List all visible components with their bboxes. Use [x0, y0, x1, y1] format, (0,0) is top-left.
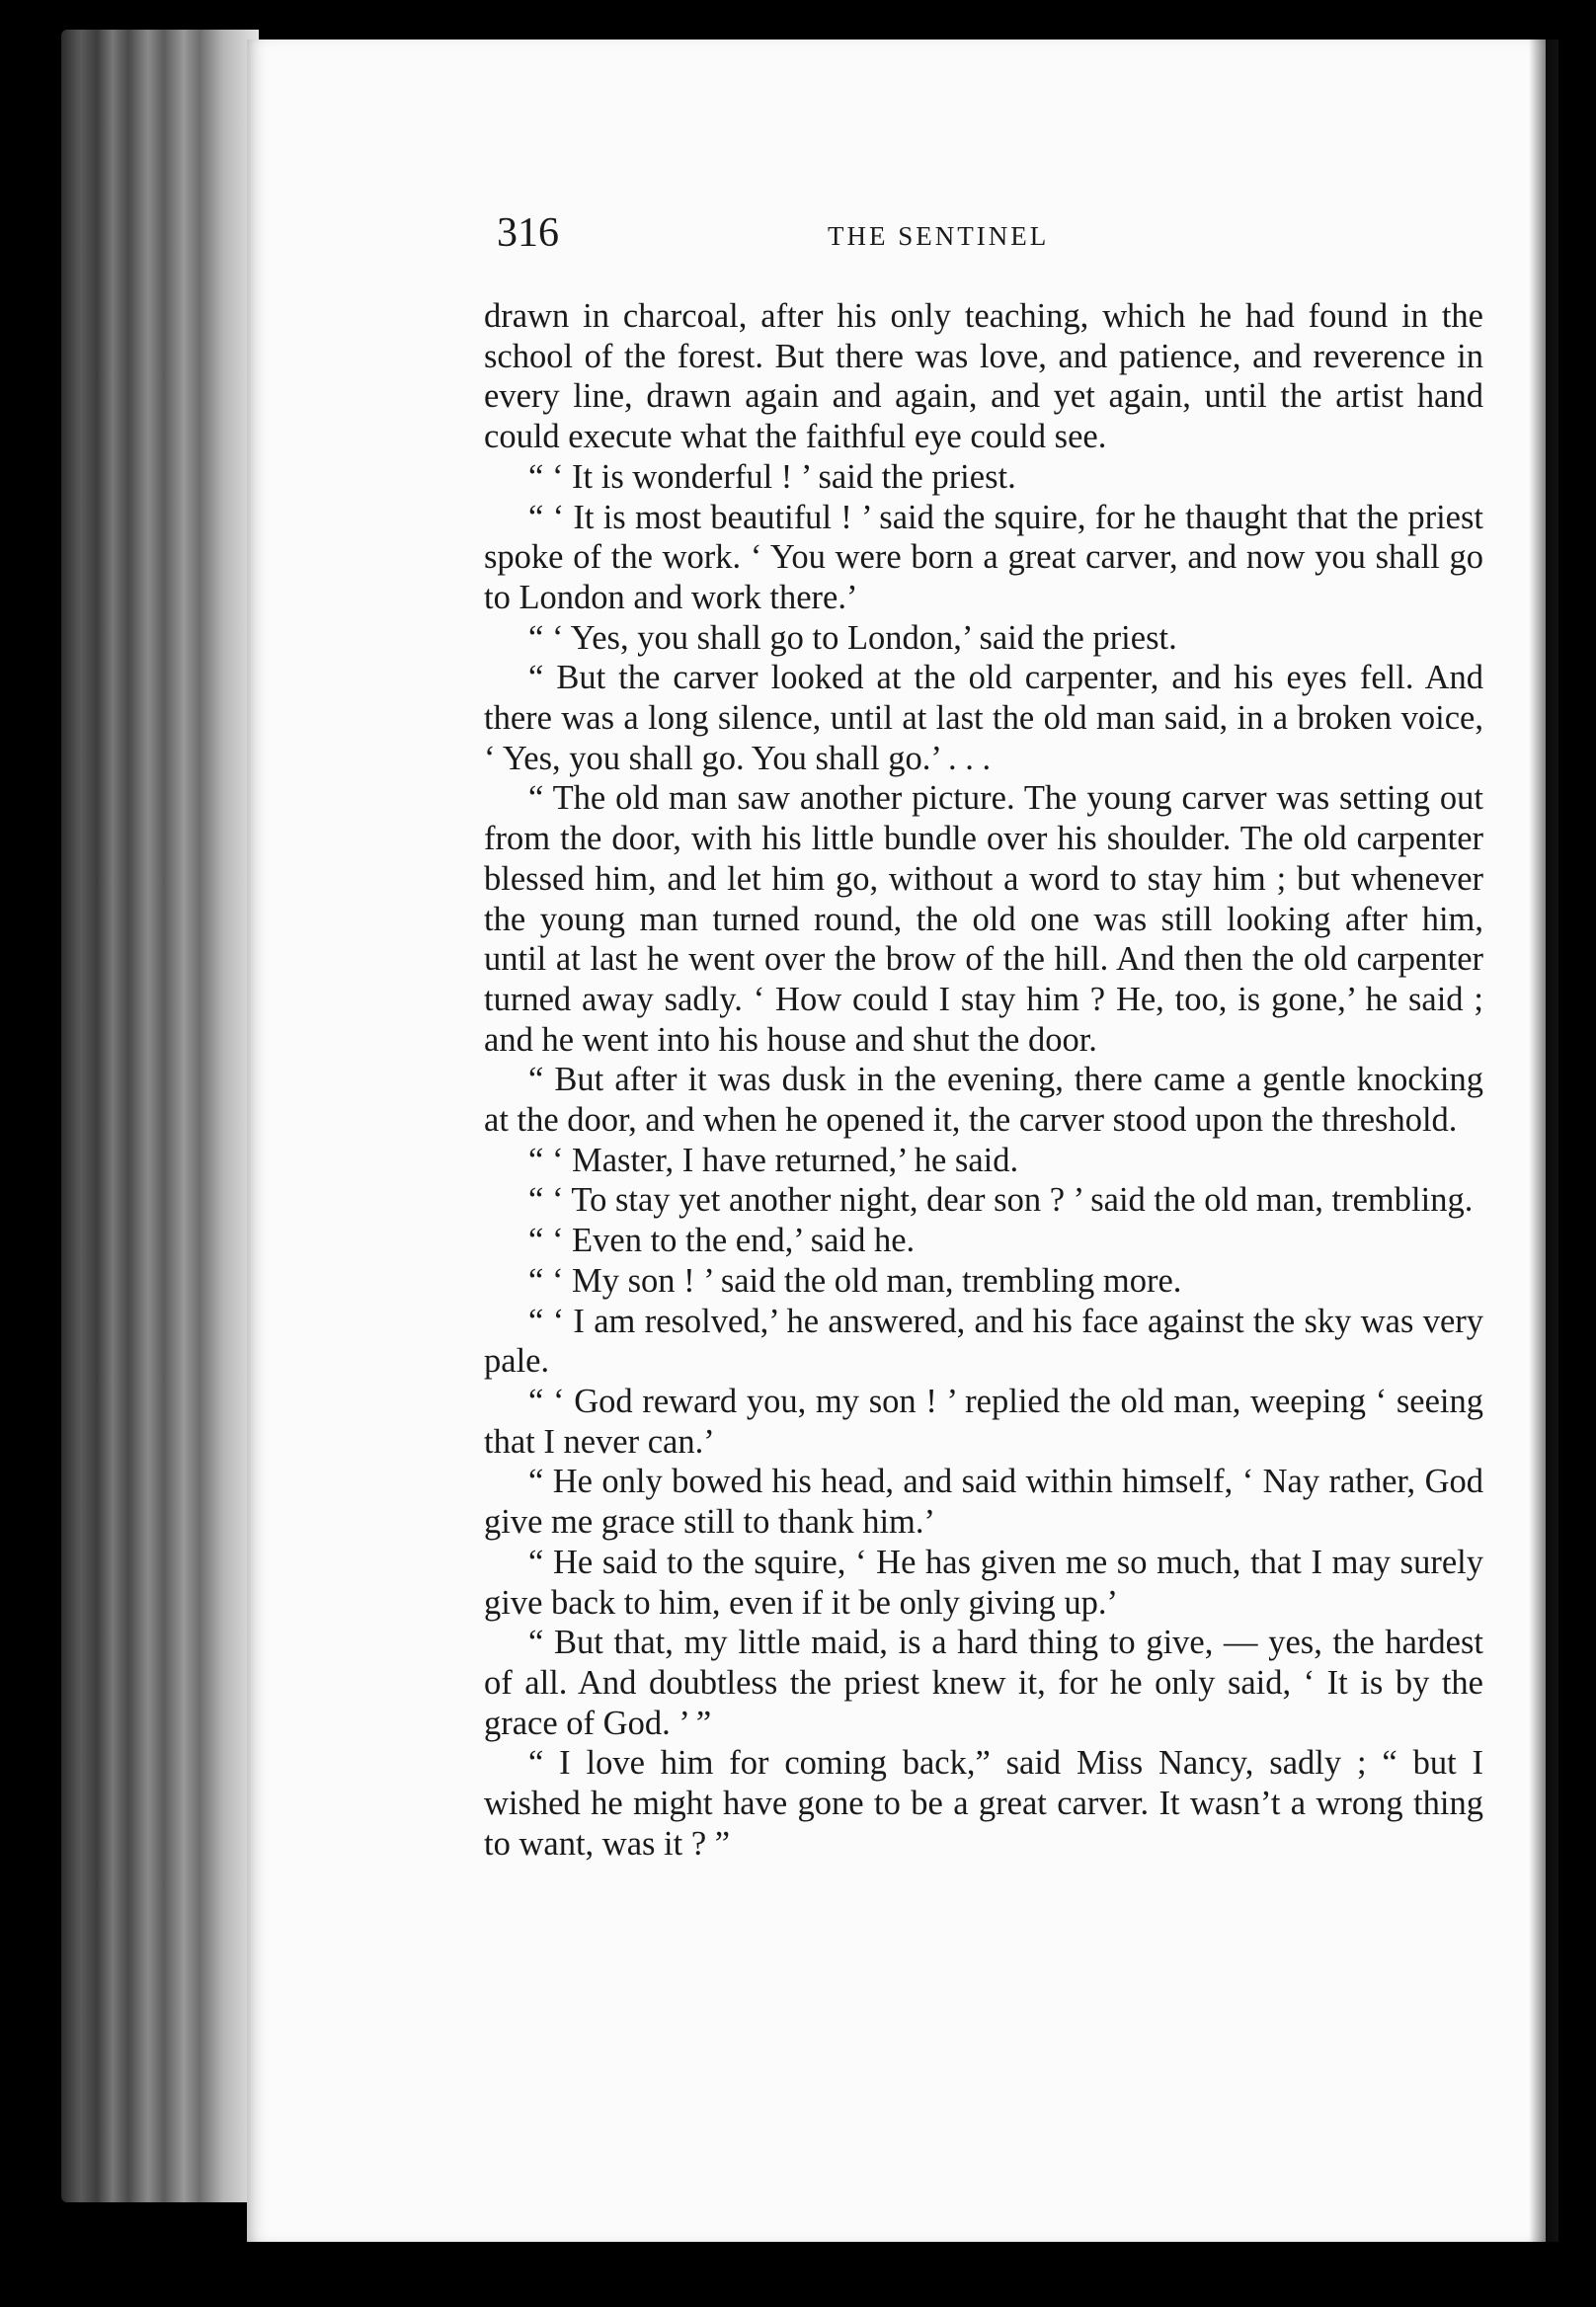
- paragraph: “ ‘ It is wonderful ! ’ said the priest.: [528, 457, 1016, 496]
- page-gutter-shadow: [1529, 40, 1558, 2242]
- page-header: [497, 209, 1484, 269]
- paragraph: “ ‘ To stay yet another night, dear son ? ’ said the old man, trembling.: [528, 1181, 1474, 1220]
- running-head: THE SENTINEL: [828, 221, 1050, 251]
- paragraph: “ But that, my little maid, is a hard thing to give, — yes, the hardest of all. And doubtless the priest knew it, for he only said, ‘ It is by the grace of God. ’ ”: [484, 1624, 1483, 1742]
- paragraph: “ He said to the squire, ‘ He has given me so much, that I may surely give back to him, even if it be only giving up.’: [484, 1543, 1483, 1622]
- paragraph: “ ‘ Even to the end,’ said he.: [528, 1222, 916, 1260]
- paragraph: “ The old man saw another picture. The young carver was setting out from the door, with his little bundle over his shoulder. The old carpenter blessed him, and let him go, without a word to stay him ; but whenever the young man turned round, the old one was still looking after him, until at last he went over the brow of the hill. And then the old carpenter turned away sadly. ‘ How could I stay him ? He, too, is gone,’ he said ; and he went into his house and shut the door.: [484, 779, 1483, 1059]
- body-text: [484, 296, 1483, 1864]
- paragraph: “ ‘ God reward you, my son ! ’ replied the old man, weeping ‘ seeing that I never can.’: [484, 1382, 1483, 1461]
- page-number: 316: [497, 210, 559, 256]
- paragraph: drawn in charcoal, after his only teaching, which he had found in the school of the forest. But there was love, and patience, and reverence in every line, drawn again and again, and yet again, until the artist hand could execute what the faithful eye could see.: [484, 297, 1483, 456]
- book-page-edges: [61, 30, 259, 2202]
- paragraph: “ ‘ I am resolved,’ he answered, and his face against the sky was very pale.: [484, 1302, 1483, 1381]
- paragraph: “ ‘ It is most beautiful ! ’ said the squire, for he thaught that the priest spoke of the work. ‘ You were born a great carver, and now you shall go to London and work there.’: [484, 498, 1483, 616]
- paragraph: “ ‘ My son ! ’ said the old man, trembling more.: [528, 1261, 1182, 1300]
- paragraph: “ I love him for coming back,” said Miss Nancy, sadly ; “ but I wished he might have gone to be a great carver. It wasn’t a wrong thing to want, was it ? ”: [484, 1744, 1483, 1863]
- paragraph: “ ‘ Yes, you shall go to London,’ said the priest.: [528, 618, 1177, 657]
- paragraph: “ He only bowed his head, and said within himself, ‘ Nay rather, God give me grace still to thank him.’: [484, 1463, 1483, 1542]
- paragraph: “ But the carver looked at the old carpenter, and his eyes fell. And there was a long silence, until at last the old man said, in a broken voice, ‘ Yes, you shall go. You shall go.’ . . .: [484, 659, 1483, 777]
- paragraph: “ ‘ Master, I have returned,’ he said.: [528, 1141, 1019, 1179]
- paragraph: “ But after it was dusk in the evening, there came a gentle knocking at the door, and when he opened it, the carver stood upon the threshold.: [484, 1061, 1483, 1140]
